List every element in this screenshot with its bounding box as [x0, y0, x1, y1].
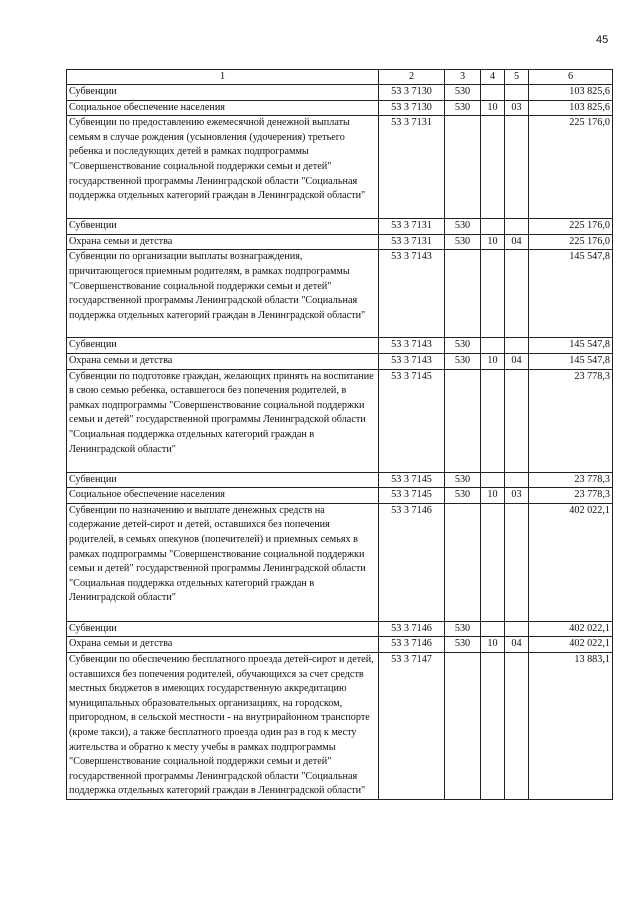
row-amount: 23 778,3 — [529, 488, 613, 504]
row-target-code: 53 3 7145 — [379, 369, 445, 472]
row-subsection: 04 — [505, 234, 529, 250]
row-amount: 145 547,8 — [529, 250, 613, 338]
table-row — [67, 621, 613, 637]
row-section: 10 — [481, 488, 505, 504]
row-amount: 402 022,1 — [529, 503, 613, 621]
row-target-code: 53 3 7131 — [379, 234, 445, 250]
row-description: Субвенции — [67, 621, 379, 637]
row-target-code: 53 3 7146 — [379, 503, 445, 621]
row-subsection — [505, 621, 529, 637]
table-row — [67, 338, 613, 354]
row-section — [481, 116, 505, 219]
row-section — [481, 338, 505, 354]
row-target-code: 53 3 7143 — [379, 353, 445, 369]
row-target-code: 53 3 7143 — [379, 250, 445, 338]
row-expense-type: 530 — [445, 637, 481, 653]
row-subsection: 04 — [505, 637, 529, 653]
row-subsection — [505, 369, 529, 472]
row-amount: 225 176,0 — [529, 116, 613, 219]
row-expense-type: 530 — [445, 219, 481, 235]
row-amount: 402 022,1 — [529, 637, 613, 653]
row-expense-type — [445, 250, 481, 338]
header-col-6: 6 — [529, 70, 613, 85]
row-section: 10 — [481, 637, 505, 653]
row-section: 10 — [481, 234, 505, 250]
row-expense-type — [445, 503, 481, 621]
row-description: Субвенции — [67, 85, 379, 101]
row-subsection — [505, 503, 529, 621]
row-description: Субвенции — [67, 338, 379, 354]
row-amount: 23 778,3 — [529, 472, 613, 488]
row-section — [481, 219, 505, 235]
row-target-code: 53 3 7130 — [379, 85, 445, 101]
row-expense-type: 530 — [445, 621, 481, 637]
row-expense-type: 530 — [445, 488, 481, 504]
row-expense-type: 530 — [445, 353, 481, 369]
row-target-code: 53 3 7145 — [379, 472, 445, 488]
row-section — [481, 85, 505, 101]
budget-table — [66, 69, 613, 800]
table-row — [67, 250, 613, 338]
row-target-code: 53 3 7143 — [379, 338, 445, 354]
header-col-5: 5 — [505, 70, 529, 85]
row-expense-type: 530 — [445, 100, 481, 116]
row-subsection — [505, 250, 529, 338]
row-subsection — [505, 219, 529, 235]
row-amount: 225 176,0 — [529, 219, 613, 235]
row-description: Субвенции — [67, 472, 379, 488]
row-description: Охрана семьи и детства — [67, 637, 379, 653]
table-row — [67, 234, 613, 250]
row-amount: 145 547,8 — [529, 353, 613, 369]
row-amount: 103 825,6 — [529, 100, 613, 116]
row-expense-type: 530 — [445, 472, 481, 488]
table-row — [67, 353, 613, 369]
header-col-2: 2 — [379, 70, 445, 85]
row-description: Субвенции по назначению и выплате денежных средств на содержание детей-сирот и детей, оставшихся без попечения родителей, в семьях опекунов (попечителей) и приемных семьях в рамках подпрограммы "Совершенствование социальной поддержки семьи и детей" государственной программы Ленинградской области "Социальная поддержка отдельных категорий граждан в Ленинградской области" — [67, 503, 379, 621]
table-row — [67, 219, 613, 235]
row-section — [481, 503, 505, 621]
row-expense-type: 530 — [445, 338, 481, 354]
row-amount: 23 778,3 — [529, 369, 613, 472]
row-section — [481, 250, 505, 338]
row-expense-type: 530 — [445, 234, 481, 250]
row-subsection — [505, 652, 529, 799]
row-subsection: 03 — [505, 100, 529, 116]
table-row — [67, 100, 613, 116]
row-target-code: 53 3 7145 — [379, 488, 445, 504]
row-description: Субвенции по предоставлению ежемесячной денежной выплаты семьям в случае рождения (усыновления (удочерения) третьего ребенка и последующих детей в рамках подпрограммы "Совершенствование социальной поддержки семьи и детей" государственной программы Ленинградской области "Социальная поддержка отдельных категорий граждан в Ленинградской области" — [67, 116, 379, 219]
row-expense-type — [445, 116, 481, 219]
row-amount: 103 825,6 — [529, 85, 613, 101]
header-col-4: 4 — [481, 70, 505, 85]
table-row — [67, 503, 613, 621]
row-target-code: 53 3 7131 — [379, 219, 445, 235]
row-target-code: 53 3 7130 — [379, 100, 445, 116]
row-description: Социальное обеспечение населения — [67, 488, 379, 504]
row-target-code: 53 3 7146 — [379, 621, 445, 637]
header-col-1: 1 — [67, 70, 379, 85]
row-amount: 402 022,1 — [529, 621, 613, 637]
table-row — [67, 488, 613, 504]
row-target-code: 53 3 7131 — [379, 116, 445, 219]
row-subsection — [505, 338, 529, 354]
row-expense-type — [445, 652, 481, 799]
row-amount: 13 883,1 — [529, 652, 613, 799]
row-description: Субвенции — [67, 219, 379, 235]
table-row — [67, 85, 613, 101]
row-amount: 225 176,0 — [529, 234, 613, 250]
header-row — [67, 70, 613, 85]
row-target-code: 53 3 7147 — [379, 652, 445, 799]
row-description: Охрана семьи и детства — [67, 234, 379, 250]
row-expense-type — [445, 369, 481, 472]
row-description: Субвенции по организации выплаты вознаграждения, причитающегося приемным родителям, в рамках подпрограммы "Совершенствование социальной поддержки семьи и детей" государственной программы Ленинградской области "Социальная поддержка отдельных категорий граждан в Ленинградской области" — [67, 250, 379, 338]
row-description: Социальное обеспечение населения — [67, 100, 379, 116]
row-subsection — [505, 116, 529, 219]
row-subsection: 03 — [505, 488, 529, 504]
row-section — [481, 472, 505, 488]
table-row — [67, 637, 613, 653]
row-subsection: 04 — [505, 353, 529, 369]
row-description: Охрана семьи и детства — [67, 353, 379, 369]
header-col-3: 3 — [445, 70, 481, 85]
table-row — [67, 472, 613, 488]
row-subsection — [505, 85, 529, 101]
row-section — [481, 652, 505, 799]
row-expense-type: 530 — [445, 85, 481, 101]
table-row — [67, 652, 613, 799]
row-section — [481, 369, 505, 472]
table-row — [67, 369, 613, 472]
row-amount: 145 547,8 — [529, 338, 613, 354]
row-description: Субвенции по подготовке граждан, желающих принять на воспитание в свою семью ребенка, оставшегося без попечения родителей, в рамках подпрограммы "Совершенствование социальной поддержки семьи и детей" государственной программы Ленинградской области "Социальная поддержка отдельных категорий граждан в Ленинградской области" — [67, 369, 379, 472]
row-description: Субвенции по обеспечению бесплатного проезда детей-сирот и детей, оставшихся без попечения родителей, обучающихся за счет средств местных бюджетов в имеющих государственную аккредитацию муниципальных образовательных организациях, на городском, пригородном, в сельской местности - на внутрирайонном транспорте (кроме такси), а также бесплатного проезда один раз в год к месту жительства и обратно к месту учебы в рамках подпрограммы "Совершенствование социальной поддержки семьи и детей" государственной программы Ленинградской области "Социальная поддержка отдельных категорий граждан в Ленинградской области" — [67, 652, 379, 799]
row-section: 10 — [481, 353, 505, 369]
row-section — [481, 621, 505, 637]
row-subsection — [505, 472, 529, 488]
row-target-code: 53 3 7146 — [379, 637, 445, 653]
row-section: 10 — [481, 100, 505, 116]
page-number: 45 — [596, 34, 609, 46]
table-row — [67, 116, 613, 219]
